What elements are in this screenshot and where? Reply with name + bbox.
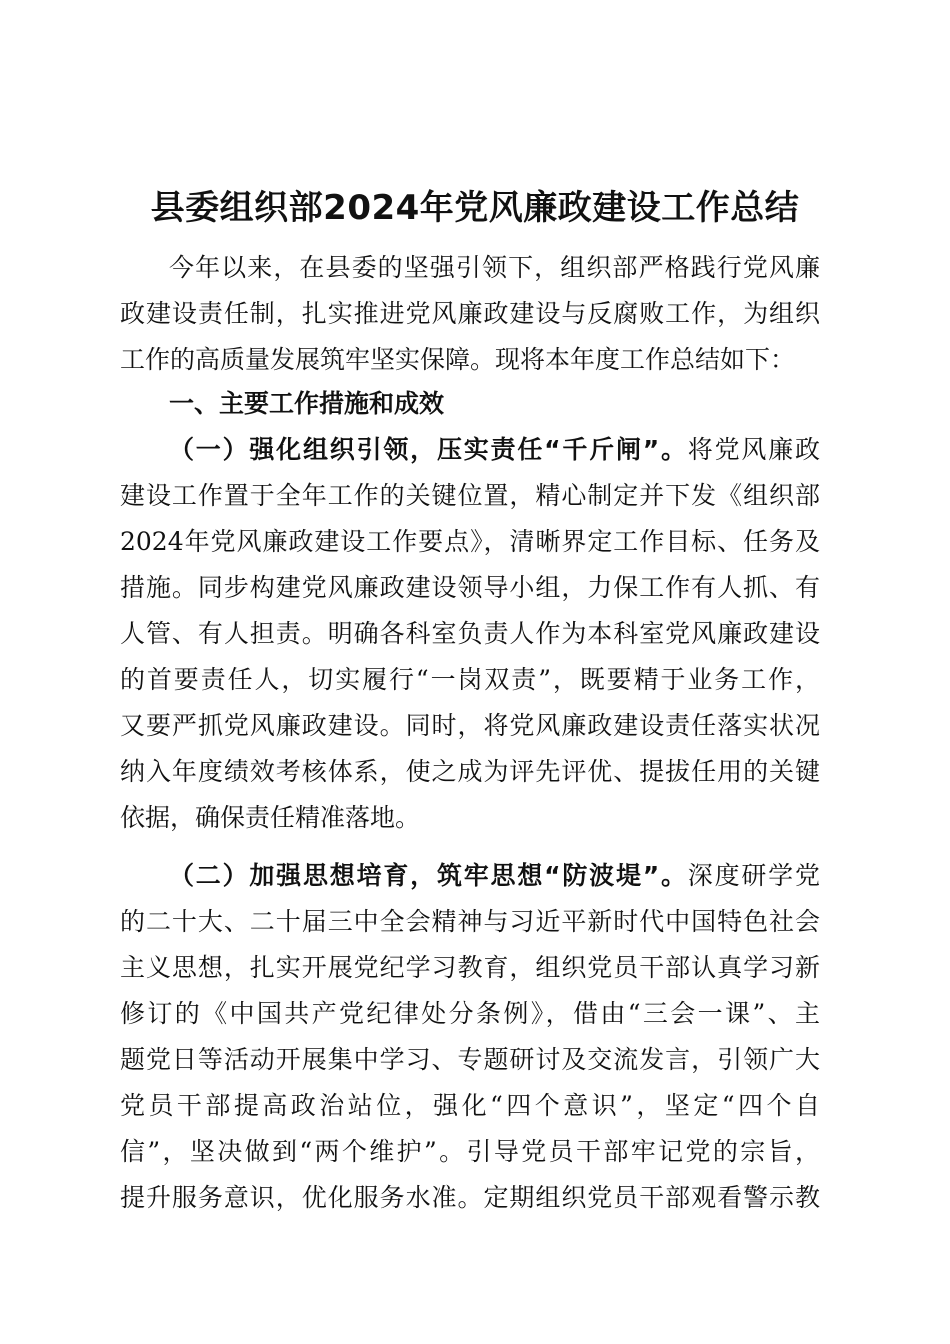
para1-line-8: 纳入年度绩效考核体系，使之成为评先评优、提拔任用的关键 [120, 757, 820, 786]
para1-line-6: 的首要责任人，切实履行“一岗双责”，既要精于业务工作， [120, 665, 820, 694]
para2-line-7: 信”，坚决做到“两个维护”。引导党员干部牢记党的宗旨， [120, 1137, 820, 1166]
para1-line-2: 建设工作置于全年工作的关键位置，精心制定并下发《组织部 [120, 481, 820, 510]
para1-line-9: 依据，确保责任精准落地。 [120, 803, 421, 832]
para2-first-rest: 深度研学党 [687, 861, 820, 890]
para2-line-5: 题党日等活动开展集中学习、专题研讨及交流发言，引领广大 [120, 1045, 820, 1074]
para2-line-4: 修订的《中国共产党纪律处分条例》，借由“三会一课”、主 [120, 999, 820, 1028]
document-title: 县委组织部2024年党风廉政建设工作总结 [150, 188, 800, 228]
para2-line-8: 提升服务意识，优化服务水准。定期组织党员干部观看警示教 [120, 1183, 820, 1212]
para2-line-1 [169, 858, 820, 894]
intro-line-1: 今年以来，在县委的坚强引领下，组织部严格践行党风廉 [169, 253, 820, 282]
para1-first-rest: 将党风廉政 [687, 435, 820, 464]
para1-line-3: 2024年党风廉政建设工作要点》，清晰界定工作目标、任务及 [120, 527, 820, 556]
para1-line-5: 人管、有人担责。明确各科室负责人作为本科室党风廉政建设 [120, 619, 820, 648]
para2-line-6: 党员干部提高政治站位，强化“四个意识”，坚定“四个自 [120, 1091, 820, 1120]
para2-lead: （二）加强思想培育，筑牢思想“防波堤”。 [169, 861, 688, 890]
para1-line-1 [169, 432, 820, 468]
para1-line-7: 又要严抓党风廉政建设。同时，将党风廉政建设责任落实状况 [120, 711, 820, 740]
section-heading-1: 一、主要工作措施和成效 [169, 389, 445, 418]
para2-line-2: 的二十大、二十届三中全会精神与习近平新时代中国特色社会 [120, 907, 820, 936]
intro-line-3: 工作的高质量发展筑牢坚实保障。现将本年度工作总结如下： [120, 345, 796, 374]
para1-lead: （一）强化组织引领，压实责任“千斤闸”。 [169, 435, 688, 464]
intro-line-2: 政建设责任制，扎实推进党风廉政建设与反腐败工作，为组织 [120, 299, 820, 328]
para1-line-4: 措施。同步构建党风廉政建设领导小组，力保工作有人抓、有 [120, 573, 820, 602]
para2-line-3: 主义思想，扎实开展党纪学习教育，组织党员干部认真学习新 [120, 953, 820, 982]
